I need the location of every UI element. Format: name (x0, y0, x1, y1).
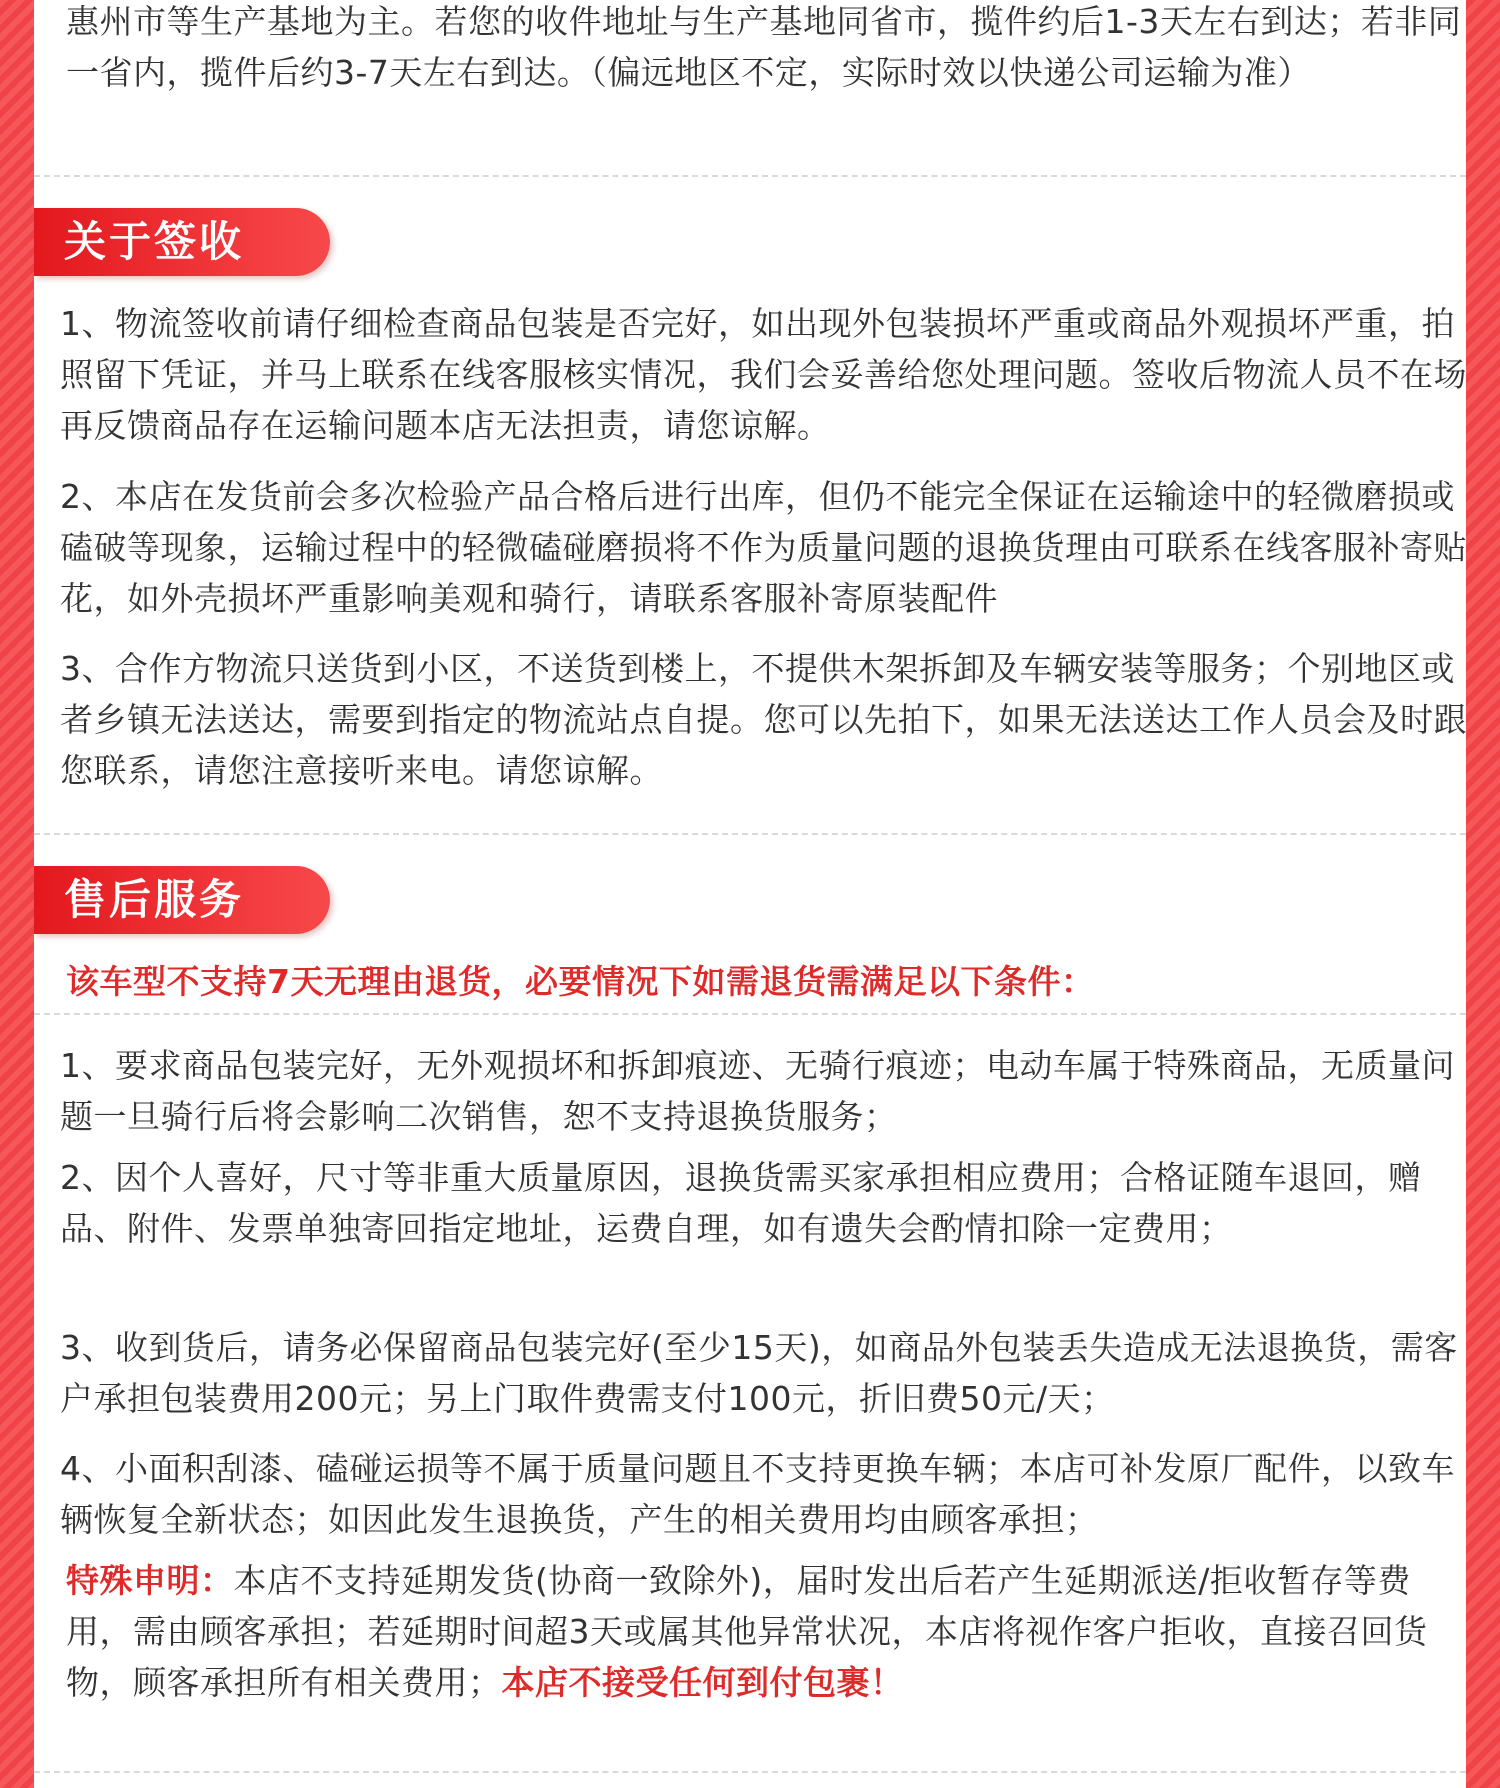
aftersale-item-2: 2、因个人喜好，尺寸等非重大质量原因，退换货需买家承担相应费用；合格证随车退回，赠品、附件、发票单独寄回指定地址，运费自理，如有遗失会酌情扣除一定费用； (60, 1158, 1422, 1248)
no-return-warning: 该车型不支持7天无理由退货，必要情况下如需退货需满足以下条件： (66, 962, 1095, 1001)
section-divider (34, 1013, 1466, 1015)
sign-item-3: 3、合作方物流只送货到小区，不送货到楼上，不提供木架拆卸及车辆安装等服务；个别地区或者乡镇无法送达，需要到指定的物流站点自提。您可以先拍下，如果无法送达工作人员会及时跟您联系，请您注意接听来电。请您谅解。 (60, 649, 1467, 790)
sign-item-1: 1、物流签收前请仔细检查商品包装是否完好，如出现外包装损坏严重或商品外观损坏严重，拍照留下凭证，并马上联系在线客服核实情况，我们会妥善给您处理问题。签收后物流人员不在场再反馈商品存在运输问题本店无法担责，请您谅解。 (60, 304, 1467, 445)
aftersale-item-4: 4、小面积刮漆、磕碰运损等不属于质量问题且不支持更换车辆；本店可补发原厂配件，以致车辆恢复全新状态；如因此发生退换货，产生的相关费用均由顾客承担； (60, 1449, 1455, 1539)
section-divider (34, 175, 1466, 177)
special-statement (66, 1555, 1468, 1708)
sign-item-2: 2、本店在发货前会多次检验产品合格后进行出库，但仍不能完全保证在运输途中的轻微磨损或磕破等现象，运输过程中的轻微磕碰磨损将不作为质量问题的退换货理由可联系在线客服补寄贴花，如外壳损坏严重影响美观和骑行，请联系客服补寄原装配件 (60, 477, 1467, 618)
section-divider (34, 833, 1466, 835)
content-card (34, 0, 1466, 1788)
aftersale-item-1: 1、要求商品包装完好，无外观损坏和拆卸痕迹、无骑行痕迹；电动车属于特殊商品，无质量问题一旦骑行后将会影响二次销售，恕不支持退换货服务； (60, 1046, 1455, 1136)
special-statement-label: 特殊申明： (66, 1561, 234, 1600)
section-title-aftersale: 售后服务 (34, 866, 330, 934)
section-title-sign: 关于签收 (34, 208, 330, 276)
special-statement-text: 本店不支持延期发货(协商一致除外)，届时发出后若产生延期派送/拒收暂存等费用，需由顾客承担；若延期时间超3天或属其他异常状况，本店将视作客户拒收，直接召回货物，顾客承担所有相关费用； (66, 1561, 1428, 1702)
aftersale-item-3: 3、收到货后，请务必保留商品包装完好(至少15天)，如商品外包装丢失造成无法退换货，需客户承担包装费用200元；另上门取件费需支付100元，折旧费50元/天； (60, 1328, 1458, 1418)
shipping-time-paragraph: 惠州市等生产基地为主。若您的收件地址与生产基地同省市，揽件约后1-3天左右到达；若非同一省内，揽件后约3-7天左右到达。（偏远地区不定，实际时效以快递公司运输为准） (66, 2, 1462, 92)
section-divider (34, 1771, 1466, 1773)
special-statement-emphasis: 本店不接受任何到付包裹！ (501, 1663, 904, 1702)
